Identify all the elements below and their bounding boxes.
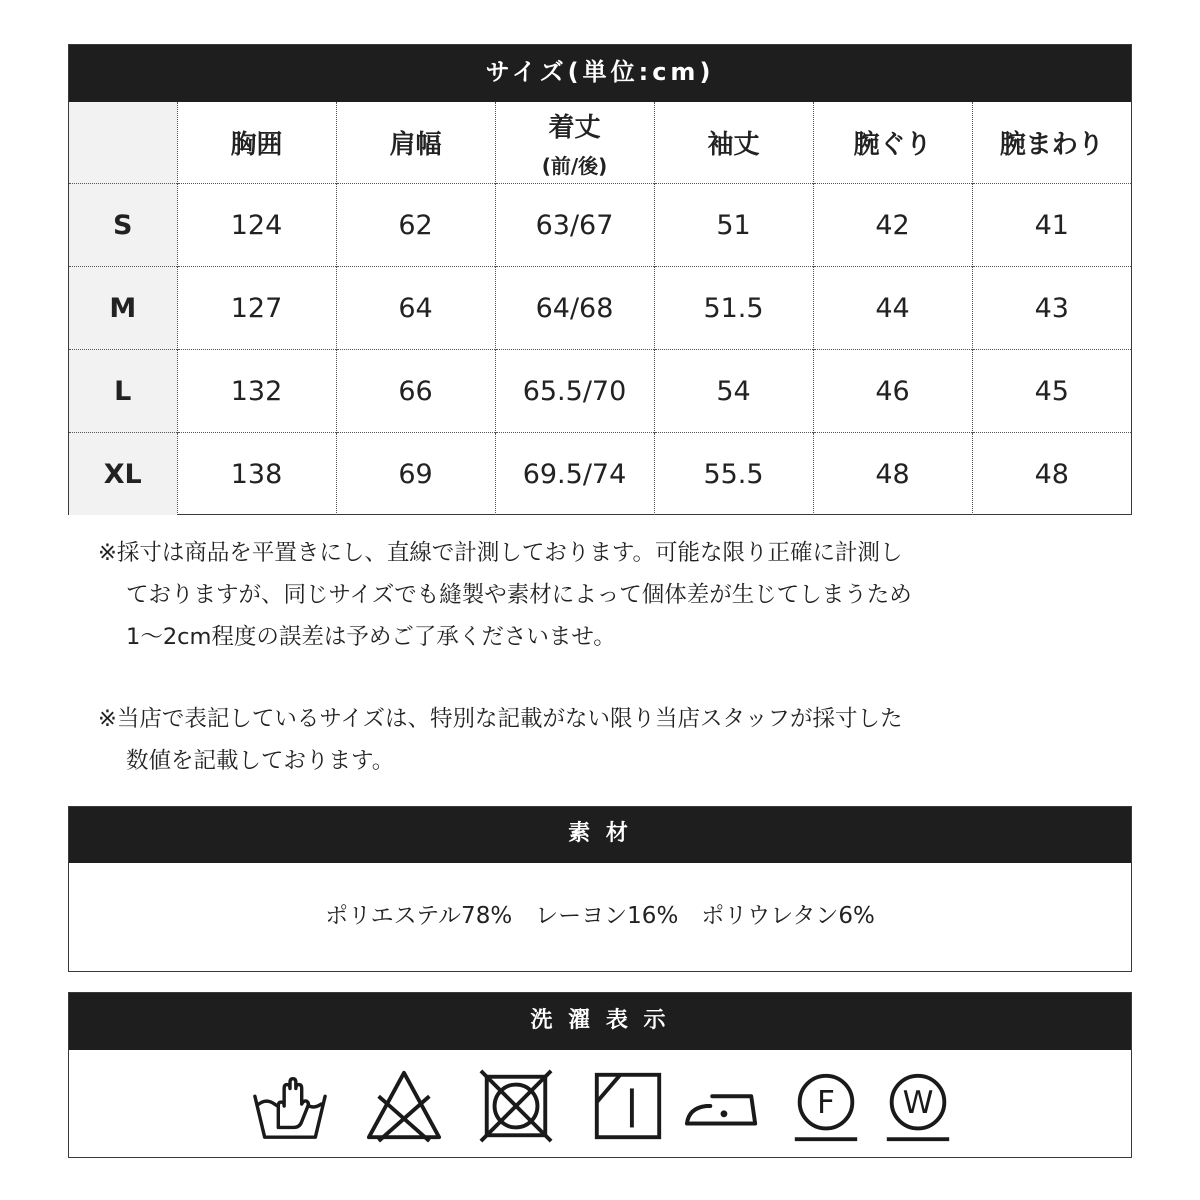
table-cell: 45 (972, 350, 1131, 433)
column-header: 胸囲 (177, 102, 336, 184)
table-cell: 48 (972, 433, 1131, 516)
size-label: M (69, 267, 177, 350)
line-dry-shade-icon (589, 1067, 667, 1145)
size-table-header-row (69, 102, 1131, 184)
note-line: ※採寸は商品を平置きにし、直線で計測しております。可能な限り正確に計測し (98, 540, 903, 566)
table-cell: 66 (336, 350, 495, 433)
table-cell: 48 (813, 433, 972, 516)
column-header: 肩幅 (336, 102, 495, 184)
table-cell: 62 (336, 184, 495, 267)
column-header: 着丈 (前/後) (495, 102, 654, 184)
material-title: 素 材 (69, 807, 1131, 863)
size-notation-note (98, 698, 1058, 782)
table-cell: 54 (654, 350, 813, 433)
care-icons (69, 1050, 1131, 1157)
table-cell: 69.5/74 (495, 433, 654, 516)
table-cell: 132 (177, 350, 336, 433)
table-cell: 138 (177, 433, 336, 516)
table-row (69, 350, 1131, 433)
size-label: L (69, 350, 177, 433)
dry-clean-f-icon (787, 1067, 865, 1145)
table-cell: 51 (654, 184, 813, 267)
dry-clean-letter: F (817, 1084, 835, 1121)
material-composition: ポリエステル78% レーヨン16% ポリウレタン6% (325, 903, 875, 929)
table-cell: 64/68 (495, 267, 654, 350)
note-line: ※当店で表記しているサイズは、特別な記載がない限り当店スタッフが採寸した (98, 706, 903, 732)
wet-clean-letter: W (902, 1084, 934, 1121)
size-table (69, 102, 1131, 515)
care-title: 洗 濯 表 示 (69, 993, 1131, 1050)
table-row (69, 267, 1131, 350)
hand-wash-icon (251, 1067, 329, 1145)
table-cell: 64 (336, 267, 495, 350)
size-table-panel (68, 44, 1132, 515)
size-table-title: サイズ(単位:cm) (69, 45, 1131, 102)
table-cell: 127 (177, 267, 336, 350)
note-line: 1～2cm程度の誤差は予めご了承くださいませ。 (126, 624, 616, 650)
note-line: ておりますが、同じサイズでも縫製や素材によって個体差が生じてしまうため (126, 582, 912, 608)
table-cell: 44 (813, 267, 972, 350)
table-cell: 43 (972, 267, 1131, 350)
no-bleach-icon (365, 1067, 443, 1145)
table-cell: 63/67 (495, 184, 654, 267)
measurement-note (98, 532, 1058, 658)
iron-low-icon (683, 1067, 761, 1145)
table-cell: 55.5 (654, 433, 813, 516)
table-cell: 42 (813, 184, 972, 267)
table-cell: 69 (336, 433, 495, 516)
no-tumble-dry-icon (477, 1067, 555, 1145)
column-header: 腕ぐり (813, 102, 972, 184)
column-header: 腕まわり (972, 102, 1131, 184)
size-label: XL (69, 433, 177, 516)
care-panel (68, 992, 1132, 1158)
material-panel (68, 806, 1132, 972)
size-table-corner (69, 102, 177, 184)
table-cell: 124 (177, 184, 336, 267)
size-label: S (69, 184, 177, 267)
table-cell: 46 (813, 350, 972, 433)
table-row (69, 184, 1131, 267)
wet-clean-w-icon (879, 1067, 957, 1145)
table-row (69, 433, 1131, 516)
column-header: 袖丈 (654, 102, 813, 184)
table-cell: 65.5/70 (495, 350, 654, 433)
column-subheader: (前/後) (541, 153, 608, 178)
note-line: 数値を記載しております。 (126, 748, 395, 774)
table-cell: 51.5 (654, 267, 813, 350)
table-cell: 41 (972, 184, 1131, 267)
